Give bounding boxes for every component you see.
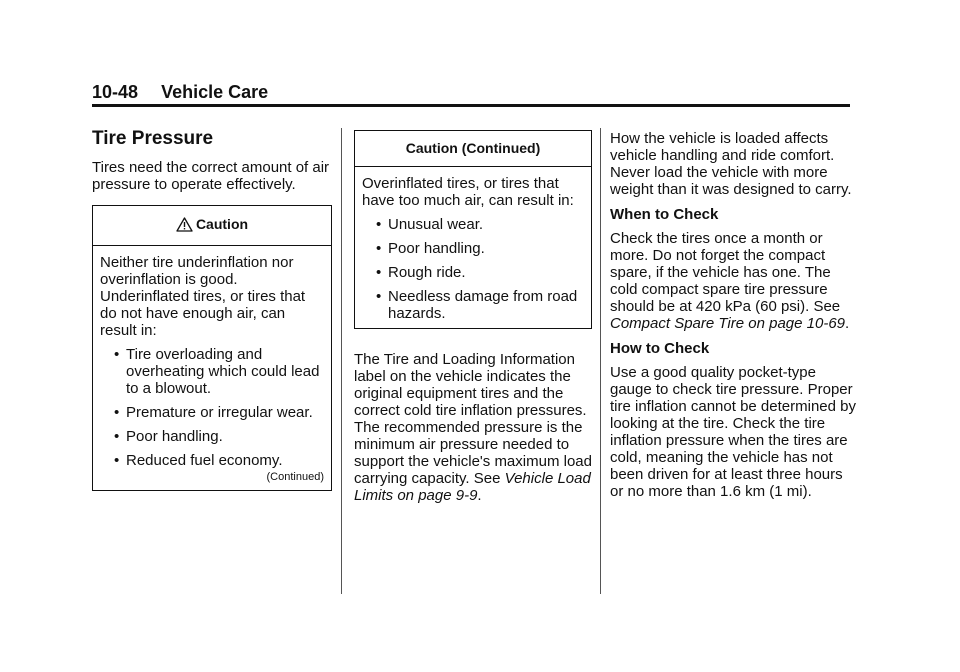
caution-box-continued xyxy=(354,130,592,329)
continued-label: (Continued) xyxy=(266,471,324,483)
loading-info-paragraph: The Tire and Loading Information label on the vehicle indicates the original equipment tires and the correct cold tire inflation pressures. The recommended pressure is the minimum air pressure needed to support the vehicle's maximum load carrying capacity. See Vehicle Load Limits on page 9-9. xyxy=(354,351,592,504)
column-divider xyxy=(341,128,342,594)
caution-text: Neither tire underinflation nor overinflation is good. Underinflated tires, or tires that do not have enough air, can result in: xyxy=(100,254,306,339)
list-item: • Unusual wear. xyxy=(372,216,584,233)
section-heading: Tire Pressure xyxy=(92,128,214,149)
loading-paragraph: How the vehicle is loaded affects vehicle handling and ride comfort. Never load the vehicle with more weight than it was designed to carry. xyxy=(610,130,852,198)
caution-header: Caution (Continued) xyxy=(355,131,591,167)
column-2 xyxy=(354,130,592,512)
column-1 xyxy=(92,128,332,491)
cross-reference[interactable]: Vehicle Load Limits on page 9-9 xyxy=(354,470,591,504)
list-item: • Needless damage from road hazards. xyxy=(372,288,584,322)
warning-icon xyxy=(176,217,193,236)
list-item: • Reduced fuel economy. xyxy=(110,452,324,469)
header-rule xyxy=(92,104,850,107)
caution-box xyxy=(92,205,332,491)
cross-reference[interactable]: Compact Spare Tire on page 10-69 xyxy=(610,315,846,332)
caution-list xyxy=(362,216,584,322)
caution-title: Caution xyxy=(195,216,249,232)
list-item: • Poor handling. xyxy=(110,428,324,445)
list-item: • Rough ride. xyxy=(372,264,584,281)
subheading-when-to-check: When to Check xyxy=(610,206,719,223)
subheading-how-to-check: How to Check xyxy=(610,340,710,357)
intro-paragraph: Tires need the correct amount of air pressure to operate effectively. xyxy=(92,159,330,193)
how-paragraph: Use a good quality pocket-type gauge to check tire pressure. Proper tire inflation cannot be determined by looking at the tire. Check the tire inflation pressure when the tires are cold, meaning the vehicle has not been driven for at least three hours or no more than 1.6 km (1 mi). xyxy=(610,364,856,500)
list-item: • Poor handling. xyxy=(372,240,584,257)
list-item: • Tire overloading and overheating which could lead to a blowout. xyxy=(110,346,324,397)
column-divider xyxy=(600,128,601,594)
when-paragraph: Check the tires once a month or more. Do not forget the compact spare, if the vehicle has one. The cold compact spare tire pressure should be at 420 kPa (60 psi). See Compact Spare Tire on page 10-69. xyxy=(610,230,850,332)
list-item: • Premature or irregular wear. xyxy=(110,404,324,421)
caution-text: Overinflated tires, or tires that have too much air, can result in: xyxy=(362,175,574,209)
page-header xyxy=(92,82,268,103)
page-number: 10-48 xyxy=(92,82,139,102)
caution-list xyxy=(100,346,324,469)
column-3 xyxy=(610,130,860,508)
caution-header xyxy=(93,206,331,246)
section-title: Vehicle Care xyxy=(161,82,269,102)
